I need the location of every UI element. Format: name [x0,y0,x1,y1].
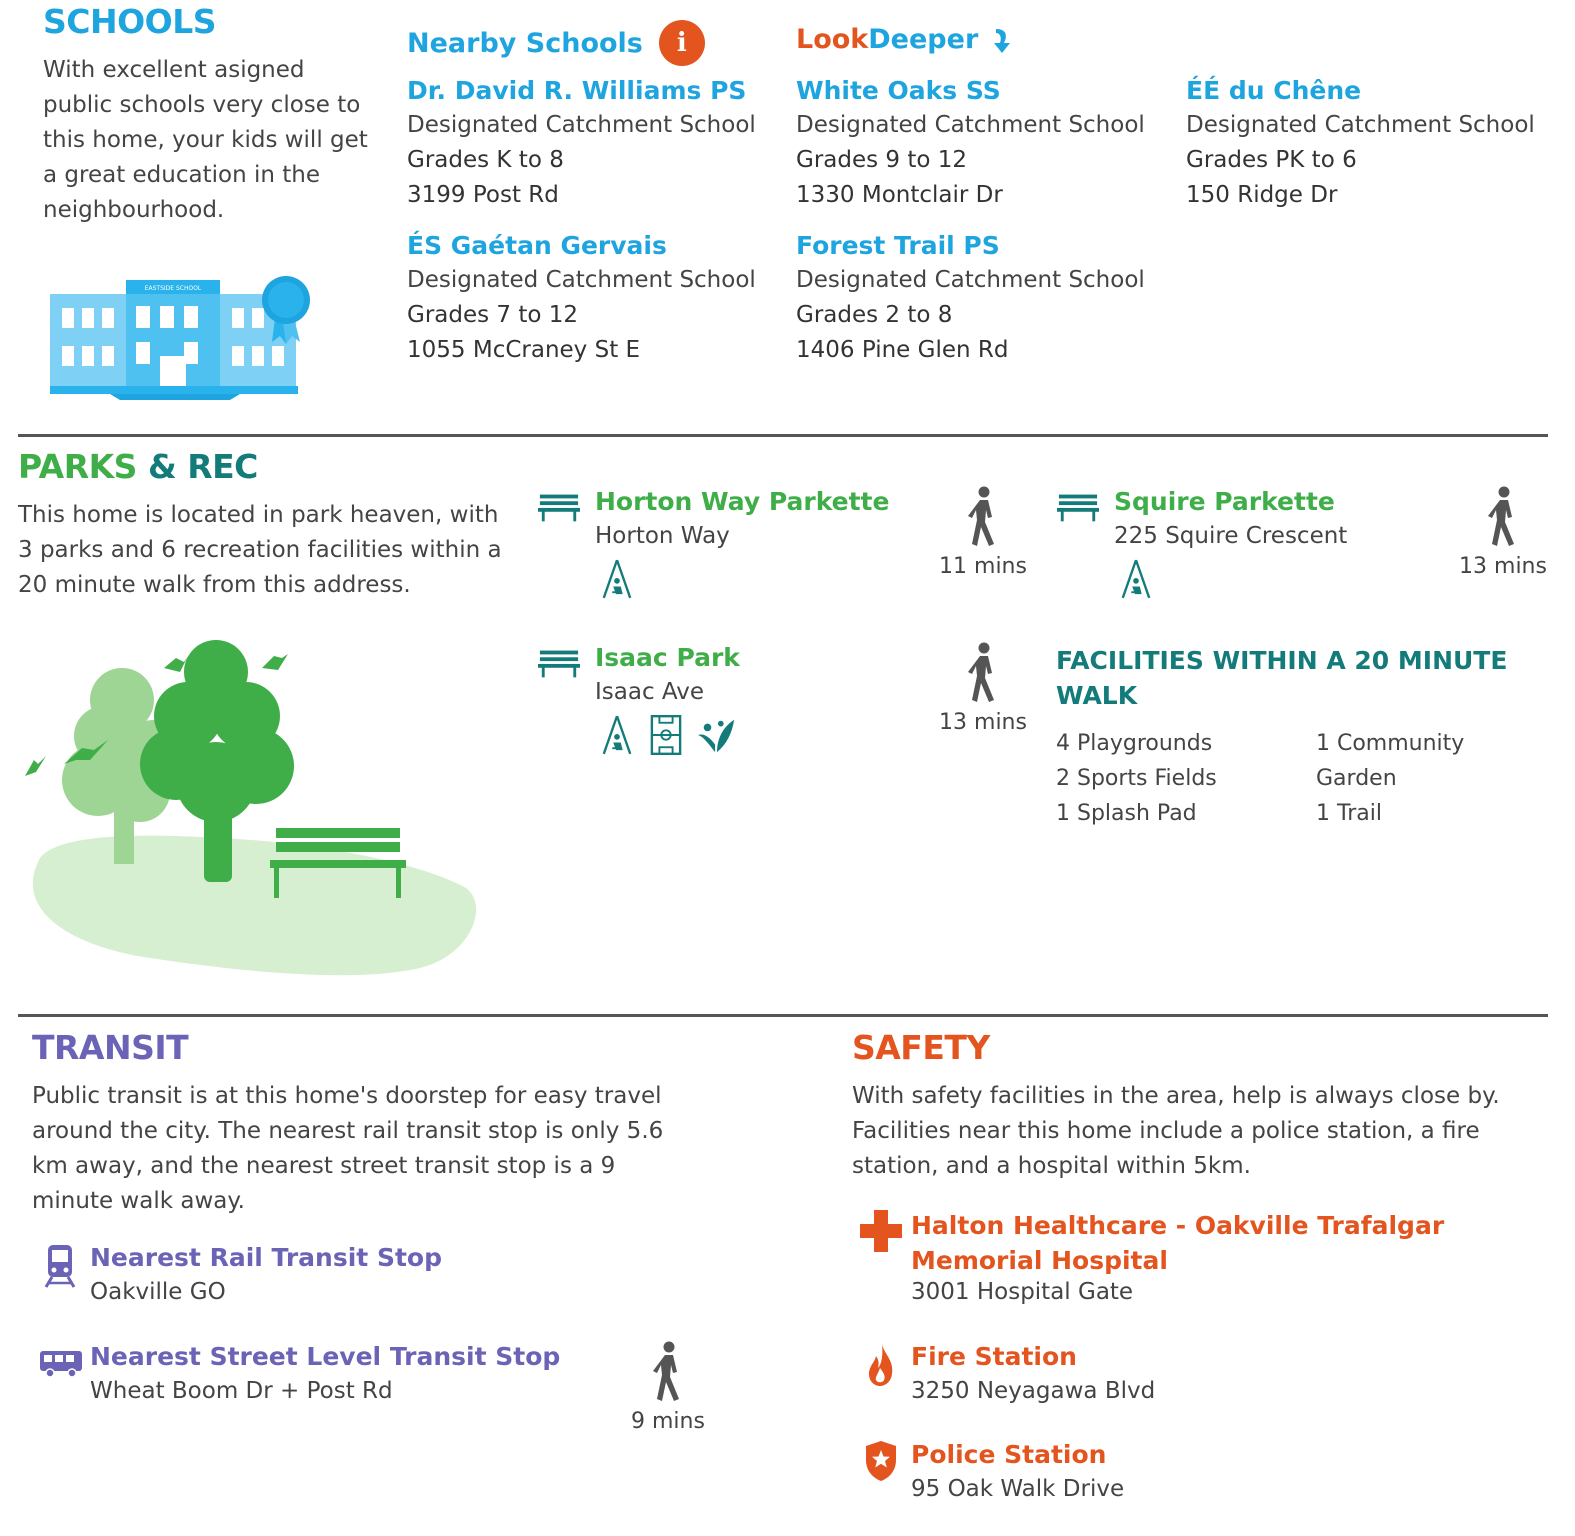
section-divider [18,1014,1548,1017]
park-name[interactable]: Isaac Park [595,643,740,672]
facility-item: 1 Community [1316,731,1465,756]
walk-time: 11 mins [939,554,1027,579]
school-grades: Grades 2 to 8 [796,302,953,328]
walking-person-icon [648,1341,688,1403]
school-address: 1330 Montclair Dr [796,182,1003,208]
school-grades: Grades PK to 6 [1186,147,1357,173]
school-grades: Grades 9 to 12 [796,147,968,173]
playground-icon [1119,558,1153,600]
school-address: 150 Ridge Dr [1186,182,1338,208]
safety-description: With safety facilities in the area, help is always close by. Facilities near this home include a police station, a fire station, and a hospital within 5km. [852,1083,1500,1179]
parks-description: This home is located in park heaven, with 3 parks and 6 recreation facilities within a 20 minute walk from this address. [18,502,502,598]
school-grades: Grades 7 to 12 [407,302,579,328]
facilities-heading [1056,643,1507,713]
school-building-illustration [50,270,316,402]
park-name[interactable]: Squire Parkette [1114,487,1335,516]
hospital-cross-icon [860,1210,902,1252]
facility-item: 2 Sports Fields [1056,766,1217,791]
transit-description: Public transit is at this home's doorstep for easy travel around the city. The nearest rail transit stop is only 5.6 km away, and the nearest street transit stop is a 9 minute walk away. [32,1083,664,1214]
lookdeeper-look: Look [796,24,869,55]
school-type: Designated Catchment School [407,112,756,138]
police-station-name[interactable]: Police Station [911,1440,1107,1469]
park-address: Horton Way [595,523,730,549]
parks-heading-rec: & REC [147,447,258,486]
parks-heading [18,447,258,486]
school-address: 1406 Pine Glen Rd [796,337,1009,363]
facilities-heading-line2: WALK [1056,681,1138,710]
park-address: 225 Squire Crescent [1114,523,1348,549]
splash-pad-icon [696,716,738,754]
sports-field-icon [650,714,682,756]
school-type: Designated Catchment School [796,112,1145,138]
facilities-heading-line1: FACILITIES WITHIN A 20 MINUTE [1056,646,1508,675]
lookdeeper-logo[interactable] [796,24,1016,55]
park-name[interactable]: Horton Way Parkette [595,487,890,516]
rail-stop-label: Nearest Rail Transit Stop [90,1243,442,1272]
train-icon [44,1243,76,1289]
nearby-schools-label: Nearby Schools [407,27,643,59]
walk-time: 13 mins [1459,554,1547,579]
school-entry[interactable] [407,76,756,213]
facilities-list-col1 [1056,726,1217,831]
walk-time: 9 mins [631,1409,705,1434]
facility-item: 4 Playgrounds [1056,731,1213,756]
walk-time-block [928,486,1038,579]
walk-time-block [928,642,1038,735]
school-type: Designated Catchment School [796,267,1145,293]
bus-icon [38,1348,84,1378]
parks-heading-parks: PARKS [18,447,137,486]
school-name[interactable]: White Oaks SS [796,76,1001,105]
park-address: Isaac Ave [595,679,705,705]
school-name[interactable]: Forest Trail PS [796,231,1000,260]
school-type: Designated Catchment School [1186,112,1535,138]
walk-time-block [1448,486,1558,579]
info-icon[interactable]: i [659,20,705,66]
rail-stop-value[interactable]: Oakville GO [90,1279,226,1305]
school-name[interactable]: ÉS Gaétan Gervais [407,231,667,260]
facility-item: Garden [1316,766,1397,791]
schools-heading: SCHOOLS [43,2,217,41]
walking-person-icon [963,642,1003,704]
fire-station-name[interactable]: Fire Station [911,1342,1077,1371]
school-entry[interactable] [1186,76,1535,213]
walk-time: 13 mins [939,710,1027,735]
fire-icon [866,1342,896,1388]
school-entry[interactable] [796,76,1145,213]
bench-icon [538,648,580,678]
lookdeeper-deeper: Deeper [868,24,979,55]
school-sign-text: EASTSIDE SCHOOL [144,285,202,292]
walking-person-icon [1483,486,1523,548]
school-name[interactable]: ÉÉ du Chêne [1186,76,1362,105]
school-address: 3199 Post Rd [407,182,559,208]
hospital-address: 3001 Hospital Gate [911,1279,1134,1305]
facility-item: 1 Splash Pad [1056,801,1197,826]
street-stop-label: Nearest Street Level Transit Stop [90,1342,561,1371]
facilities-list-col2 [1316,726,1464,831]
schools-description: With excellent asigned public schools very close to this home, your kids will get a great education in the neighbourhood. [43,57,368,223]
transit-heading: TRANSIT [32,1028,189,1067]
school-address: 1055 McCraney St E [407,337,641,363]
school-name[interactable]: Dr. David R. Williams PS [407,76,747,105]
school-grades: Grades K to 8 [407,147,564,173]
walking-person-icon [963,486,1003,548]
arrow-down-icon [990,25,1016,55]
school-type: Designated Catchment School [407,267,756,293]
street-stop-value[interactable]: Wheat Boom Dr + Post Rd [90,1378,393,1404]
walk-time-block [613,1341,723,1434]
hospital-name[interactable]: Halton Healthcare - Oakville Trafalgar Memorial Hospital [911,1211,1445,1275]
safety-heading: SAFETY [852,1028,990,1067]
playground-icon [600,558,634,600]
school-entry[interactable] [407,231,756,368]
fire-station-address: 3250 Neyagawa Blvd [911,1378,1156,1404]
police-badge-icon [864,1440,898,1482]
section-divider [18,434,1548,437]
bench-icon [538,492,580,522]
facility-item: 1 Trail [1316,801,1382,826]
school-entry[interactable] [796,231,1145,368]
park-illustration [20,636,480,980]
playground-icon [600,714,634,756]
bench-icon [1057,492,1099,522]
police-station-address: 95 Oak Walk Drive [911,1476,1125,1502]
